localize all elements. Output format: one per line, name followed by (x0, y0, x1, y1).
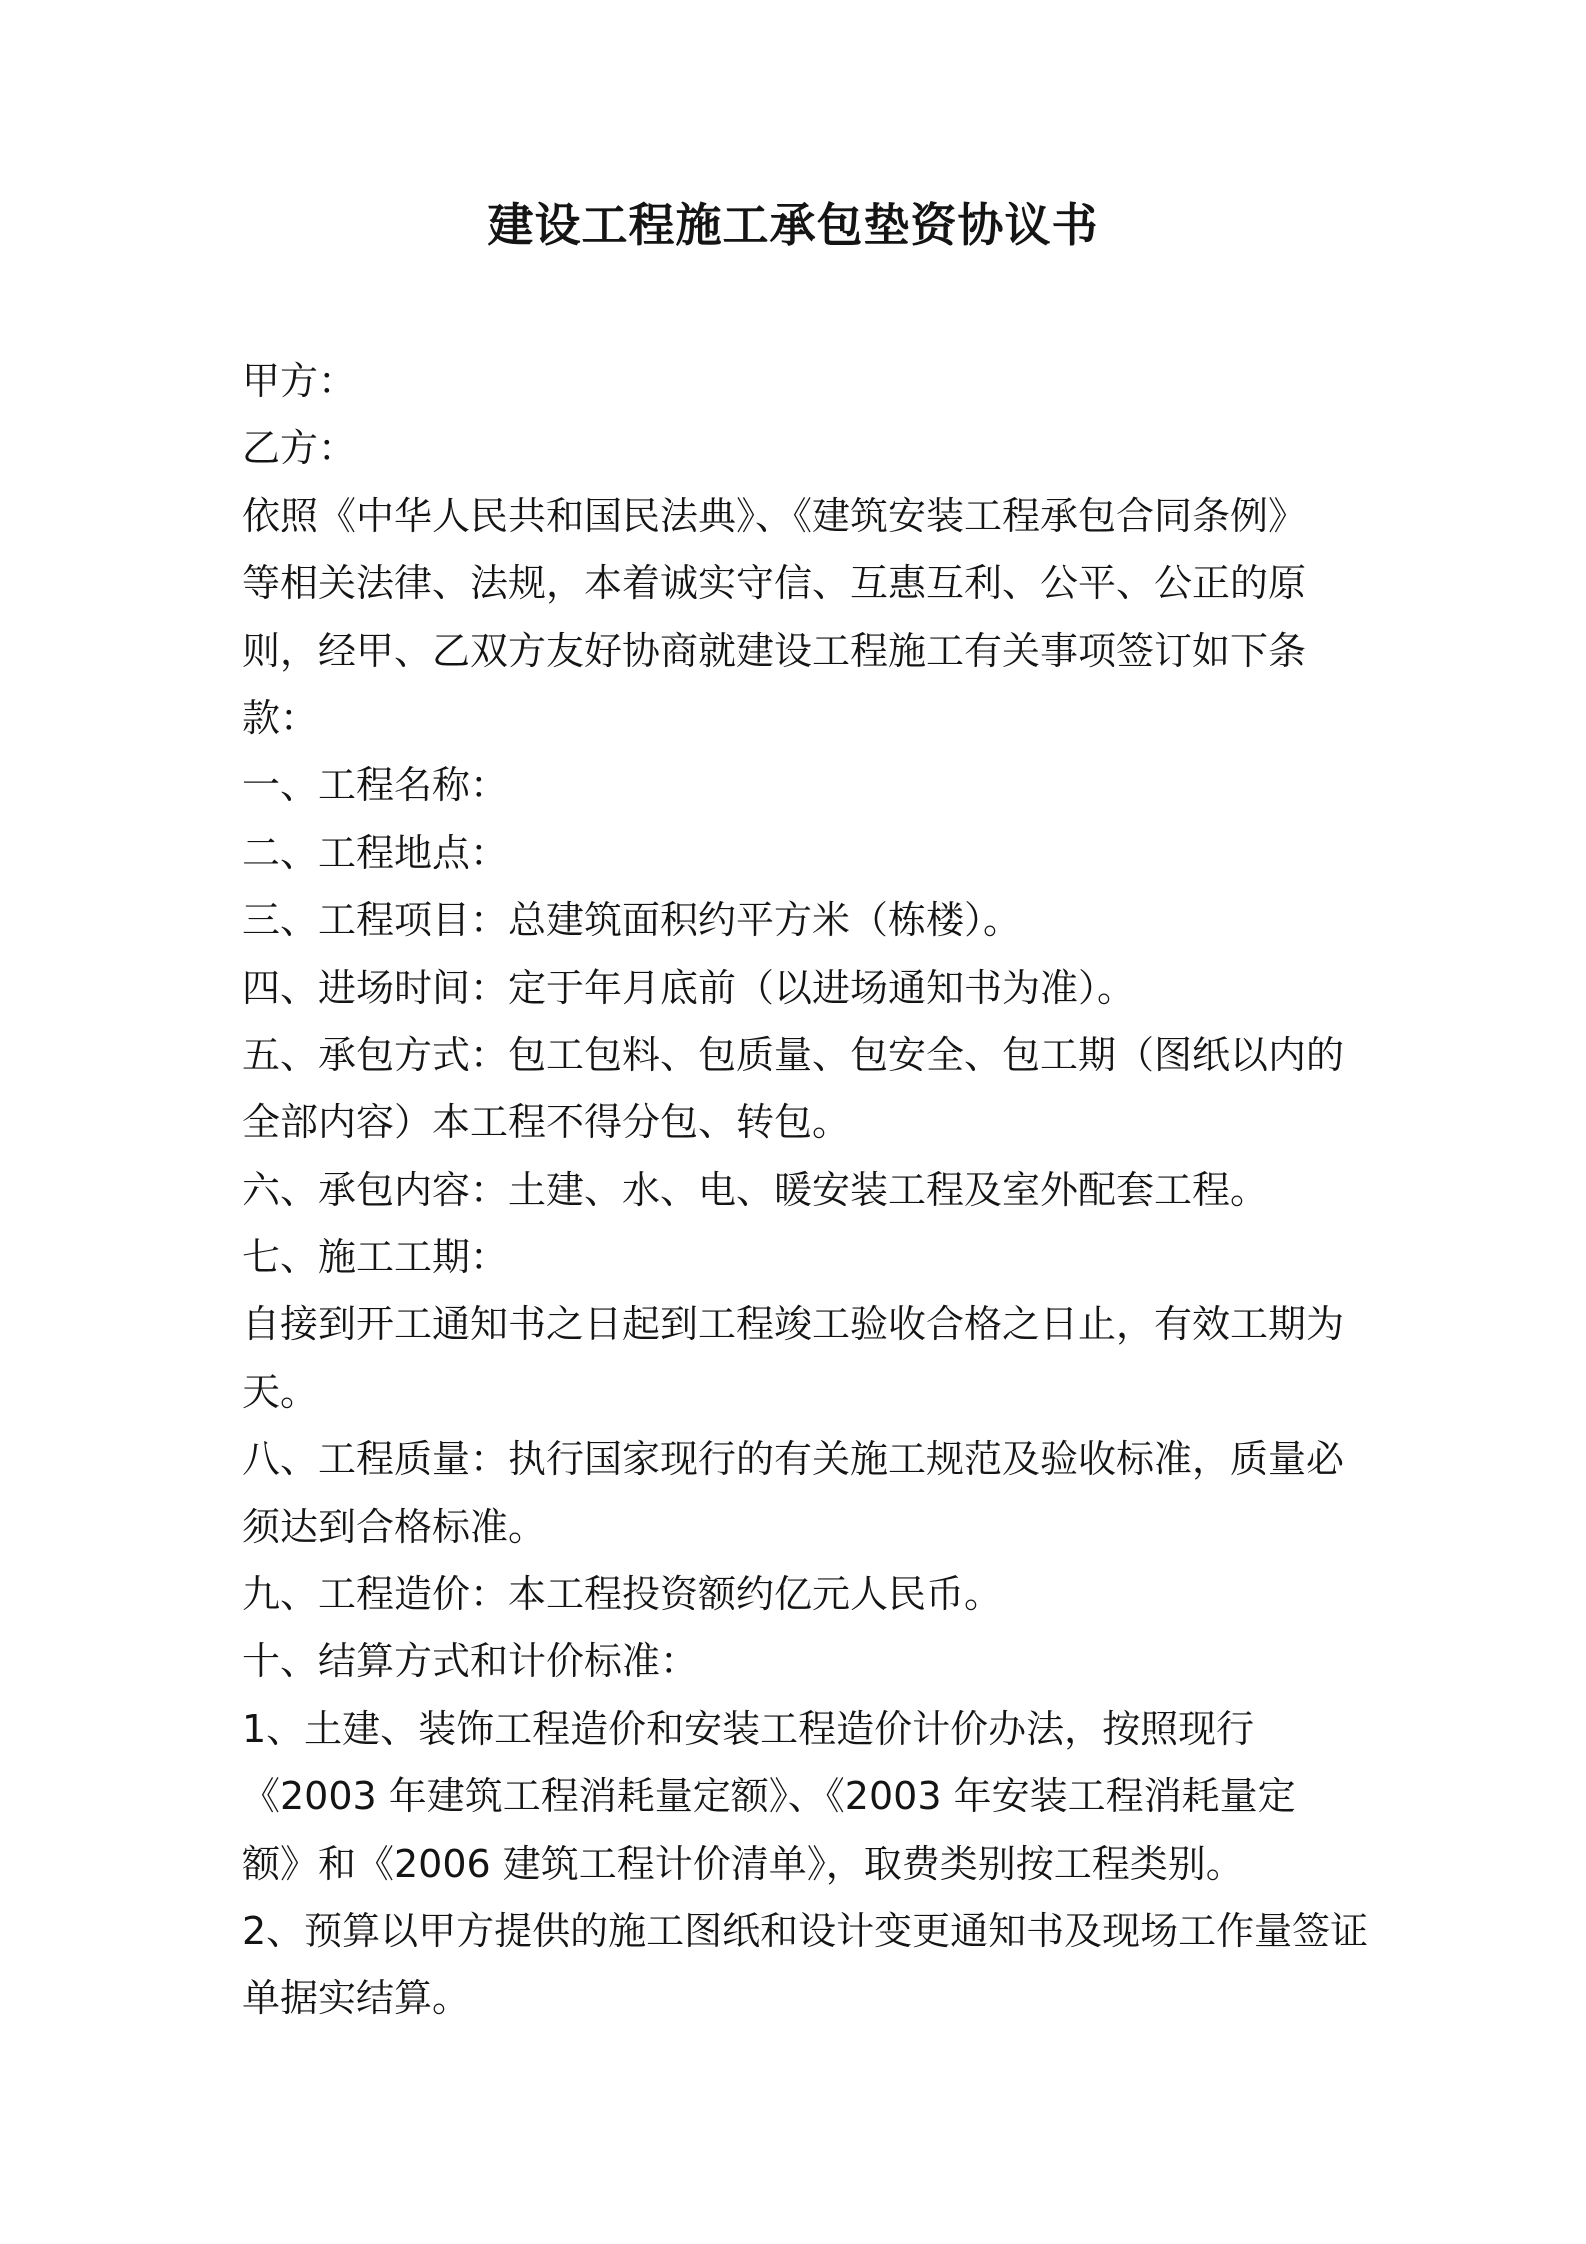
text-line: 乙方： (242, 426, 357, 471)
document-title: 建设工程施工承包垫资协议书 (487, 198, 1099, 252)
text-line: 一、工程名称： (242, 763, 509, 808)
text-line: 十、结算方式和计价标准： (242, 1639, 699, 1684)
text-line: 额》和《2006 建筑工程计价清单》，取费类别按工程类别。 (242, 1841, 1244, 1886)
text-line: 2、预算以甲方提供的施工图纸和设计变更通知书及现场工作量签证 (242, 1908, 1369, 1953)
text-line: 三、工程项目：总建筑面积约平方米（栋楼）。 (242, 898, 1022, 943)
text-line: 七、施工工期： (242, 1235, 509, 1280)
document-body (242, 348, 1369, 2033)
text-line: 依照《中华人民共和国民法典》、《建筑安装工程承包合同条例》 (242, 493, 1307, 538)
text-line: 全部内容）本工程不得分包、转包。 (242, 1100, 851, 1145)
text-line: 甲方： (242, 359, 357, 403)
text-line: 款： (242, 695, 319, 740)
text-line: 九、工程造价：本工程投资额约亿元人民币。 (242, 1572, 1003, 1617)
text-line: 五、承包方式：包工包料、包质量、包安全、包工期（图纸以内的 (242, 1032, 1345, 1077)
text-line: 六、承包内容：土建、水、电、暖安装工程及室外配套工程。 (242, 1167, 1269, 1212)
text-line: 《2003 年建筑工程消耗量定额》、《2003 年安装工程消耗量定 (242, 1774, 1296, 1819)
text-line: 四、进场时间：定于年月底前（以进场通知书为准）。 (242, 965, 1136, 1010)
text-line: 1、土建、装饰工程造价和安装工程造价计价办法，按照现行 (242, 1706, 1255, 1751)
text-line: 等相关法律、法规，本着诚实守信、互惠互利、公平、公正的原 (242, 561, 1307, 606)
text-line: 天。 (242, 1369, 319, 1414)
text-line: 单据实结算。 (242, 1976, 471, 2021)
text-line: 自接到开工通知书之日起到工程竣工验收合格之日止，有效工期为 (242, 1302, 1345, 1347)
text-line: 八、工程质量：执行国家现行的有关施工规范及验收标准，质量必 (242, 1437, 1345, 1482)
text-line: 则，经甲、乙双方友好协商就建设工程施工有关事项签订如下条 (242, 628, 1307, 673)
text-line: 须达到合格标准。 (242, 1504, 547, 1549)
text-line: 二、工程地点： (242, 830, 509, 875)
